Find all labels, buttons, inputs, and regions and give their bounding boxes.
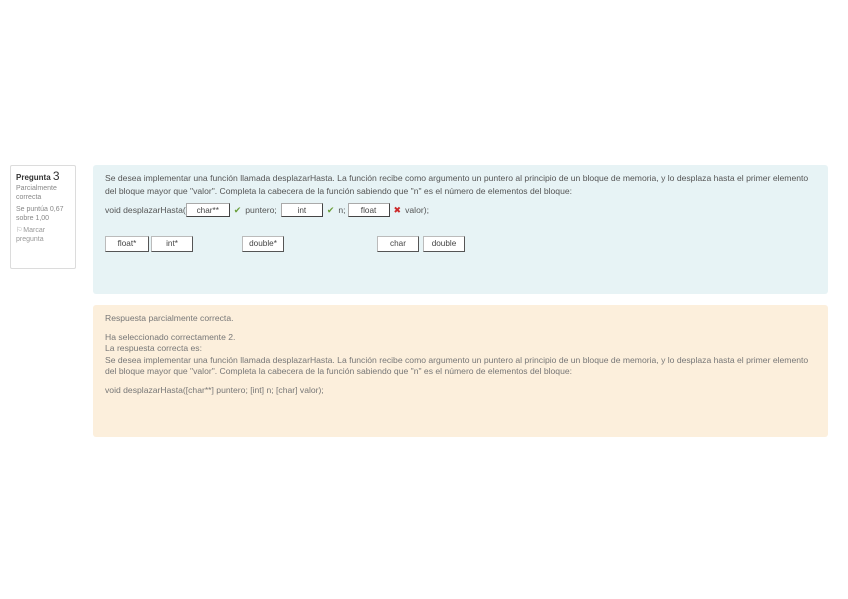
drag-choice[interactable]: char: [377, 236, 419, 252]
drag-choice[interactable]: double: [423, 236, 465, 252]
correct-answer-label: La respuesta correcta es:: [105, 343, 202, 353]
flag-question-link[interactable]: [16, 226, 70, 244]
code-suffix: valor);: [405, 204, 429, 215]
question-state: Parcialmente correcta: [16, 185, 57, 201]
correct-answer-code: void desplazarHasta([char**] puntero; [int] n; [char] valor);: [105, 384, 324, 395]
code-mid-1: puntero;: [245, 204, 277, 215]
code-prefix: void desplazarHasta(: [105, 204, 186, 215]
question-text: Se desea implementar una función llamada desplazarHasta. La función recibe como argumento un puntero al principio de un bloque de memoria, y lo desplaza hasta el primer elemento del bloque mayor que "valor". Completa la cabecera de la función sabiendo que "n" es el número de elementos del bloque:: [105, 173, 809, 196]
flag-icon: ⚐: [16, 227, 23, 234]
check-icon: ✔: [326, 204, 335, 215]
drag-choice[interactable]: int*: [151, 236, 193, 252]
drop-zone-3[interactable]: float: [348, 203, 390, 217]
feedback-text: Respuesta parcialmente correcta.: [105, 313, 234, 323]
drag-choice[interactable]: double*: [242, 236, 284, 252]
cross-icon: ✖: [393, 204, 402, 215]
feedback-panel: [93, 305, 828, 437]
drop-zone-2[interactable]: int: [281, 203, 323, 217]
correct-answer-text: Se desea implementar una función llamada desplazarHasta. La función recibe como argumento un puntero al principio de un bloque de memoria, y lo desplaza hasta el primer elemento del bloque mayor que "valor". Completa la cabecera de la función sabiendo que "n" es el número de elementos del bloque:: [105, 354, 809, 376]
flag-label: Marcar pregunta: [16, 227, 46, 243]
drag-choice[interactable]: float*: [105, 236, 149, 252]
check-icon: ✔: [233, 204, 242, 215]
question-number: 3: [52, 169, 60, 183]
code-line: [105, 202, 816, 218]
question-formulation: [93, 165, 828, 294]
question-grade: Se puntúa 0,67 sobre 1,00: [16, 206, 64, 222]
drop-zone-1[interactable]: char**: [186, 203, 230, 217]
question-number-heading: [16, 169, 70, 183]
question-label: Pregunta: [16, 173, 51, 182]
drag-choices: [105, 236, 816, 254]
code-mid-2: n;: [338, 204, 346, 215]
selected-correctly-text: Ha seleccionado correctamente 2.: [105, 331, 236, 342]
question-info-panel: [10, 165, 76, 269]
